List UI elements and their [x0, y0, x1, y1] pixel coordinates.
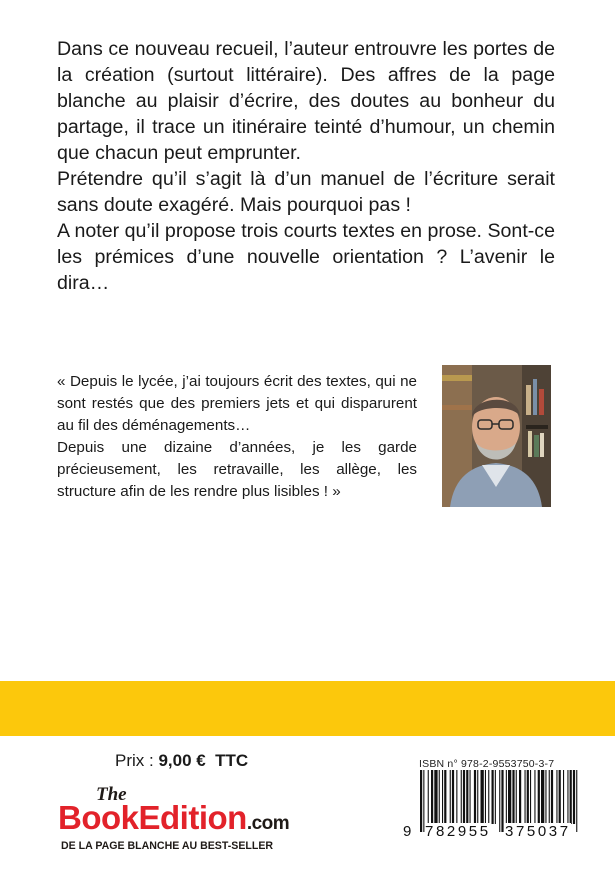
- barcode-bar: [452, 770, 454, 824]
- barcode-bar: [434, 770, 437, 824]
- barcode-bar: [573, 770, 575, 824]
- barcode-digits-group1: 782955: [425, 823, 491, 840]
- barcode-bar: [508, 770, 511, 824]
- barcode-bar: [519, 770, 521, 824]
- barcode-bar: [481, 770, 484, 824]
- barcode-bar: [551, 770, 553, 824]
- price-value: 9,00 €: [158, 751, 206, 770]
- barcode-digits-group2: 375037: [505, 823, 571, 840]
- author-photo: [442, 365, 551, 507]
- bookedition-logo: [58, 783, 348, 853]
- logo-com-text: .com: [246, 813, 290, 834]
- author-portrait-image: [442, 365, 551, 507]
- barcode-bar: [563, 770, 564, 824]
- barcode-bar: [541, 770, 544, 824]
- barcode-bar: [506, 770, 507, 824]
- barcode-bar: [439, 770, 440, 824]
- logo-book-text: Book: [58, 799, 139, 836]
- barcode-digit-first: 9: [403, 823, 412, 840]
- barcode-bar: [456, 770, 457, 824]
- author-quote: [57, 371, 417, 503]
- yellow-band: [0, 681, 615, 736]
- barcode-bar: [545, 770, 546, 824]
- barcode-bar: [538, 770, 540, 824]
- logo-the-text: The: [96, 784, 127, 805]
- logo-tagline: DE LA PAGE BLANCHE AU BEST-SELLER: [61, 840, 274, 852]
- barcode-bar: [474, 770, 476, 824]
- quote-paragraph-1: « Depuis le lycée, j’ai toujours écrit des textes, qui ne sont restés que des premiers jets et qui disparurent au fil des déménagements…: [57, 373, 417, 434]
- barcode-bar: [485, 770, 486, 824]
- price-label: Prix :: [115, 751, 159, 770]
- quote-paragraph-2: Depuis une dizaine d’années, je les garde précieusement, les retravaille, les allège, les structure afin de les rendre plus lisibles ! »: [57, 439, 417, 500]
- barcode-bar: [534, 770, 535, 824]
- barcode-bar: [501, 770, 503, 832]
- price: [115, 751, 248, 771]
- barcode-bar: [477, 770, 478, 824]
- barcode-bar: [525, 770, 526, 824]
- logo-edition-text: Edition: [138, 799, 247, 836]
- barcode-bar: [499, 770, 500, 832]
- barcode-bar: [450, 770, 451, 824]
- barcode-bar: [466, 770, 468, 824]
- blurb-paragraph-1: Dans ce nouveau recueil, l’auteur entrouvre les portes de la création (surtout littéraire). Des affres de la page blanche au plaisir d’écrire, des doutes au bonheur du partage, il trace un itinéraire teinté d’humour, un chemin que chacun peut emprunter.: [57, 38, 555, 164]
- barcode-bar: [559, 770, 561, 824]
- barcode-bar: [431, 770, 433, 824]
- barcode-bar: [492, 770, 494, 824]
- barcode-bar: [516, 770, 517, 824]
- barcode-bar: [576, 770, 577, 832]
- barcode-bar: [442, 770, 443, 824]
- barcode-bar: [549, 770, 550, 824]
- barcode-bar: [570, 770, 572, 824]
- barcode-bar: [420, 770, 422, 832]
- barcode-bar: [530, 770, 531, 824]
- barcode-bar: [556, 770, 557, 824]
- price-suffix: TTC: [205, 751, 249, 770]
- logo-wordmark: [58, 799, 289, 836]
- barcode-bar: [463, 770, 465, 824]
- barcode-bar: [488, 770, 489, 824]
- barcode-bar: [527, 770, 529, 824]
- blurb-paragraph-3: A noter qu’il propose trois courts textes en prose. Sont-ce les prémices d’une nouvelle orientation ? L’avenir le dira…: [57, 220, 555, 294]
- back-cover-blurb: [57, 36, 555, 296]
- barcode-bar: [567, 770, 568, 824]
- isbn-text: ISBN n° 978-2-9553750-3-7: [419, 758, 555, 770]
- barcode-bar: [444, 770, 446, 824]
- barcode-bar: [461, 770, 462, 824]
- barcode-bar: [512, 770, 514, 824]
- barcode-bar: [470, 770, 471, 824]
- barcode-bar: [428, 770, 429, 824]
- barcode-bar: [495, 770, 496, 824]
- blurb-paragraph-2: Prétendre qu’il s’agit là d’un manuel de l’écriture serait sans doute exagéré. Mais pourquoi pas !: [57, 168, 555, 216]
